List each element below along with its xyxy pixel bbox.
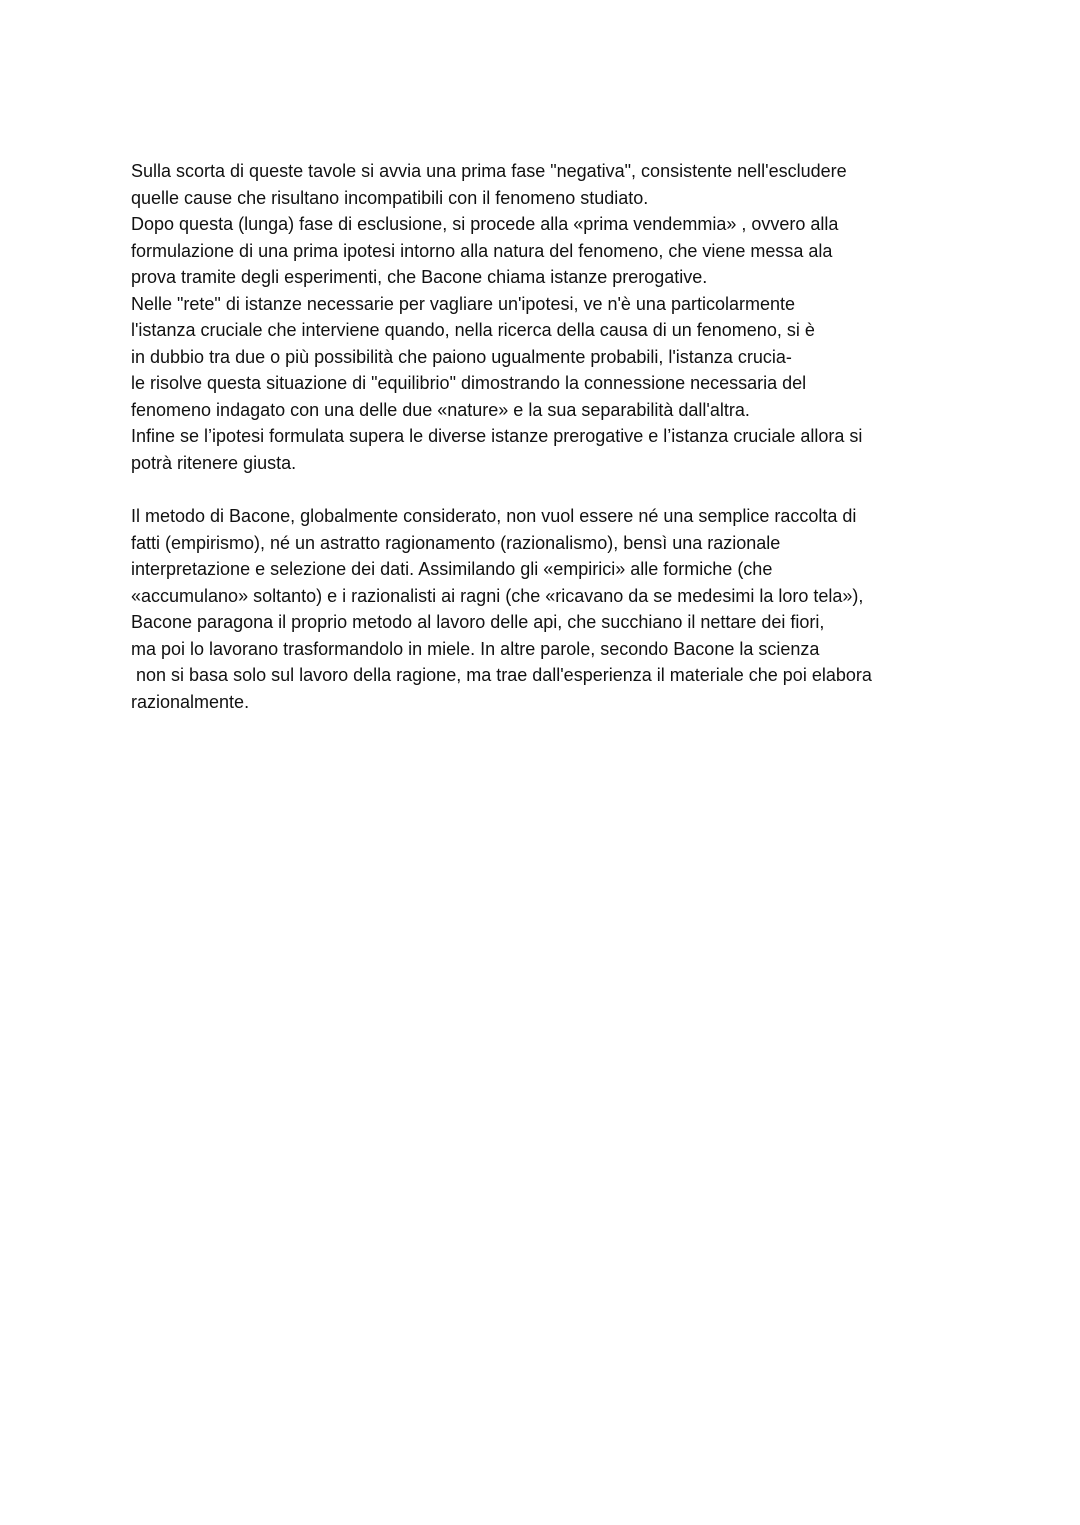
text-line: non si basa solo sul lavoro della ragione, ma trae dall'esperienza il materiale che poi elabora <box>131 665 872 685</box>
text-line: ma poi lo lavorano trasformandolo in miele. In altre parole, secondo Bacone la scienza <box>131 638 820 659</box>
text-line: Bacone paragona il proprio metodo al lavoro delle api, che succhiano il nettare dei fiori, <box>131 612 825 632</box>
text-line: Infine se l’ipotesi formulata supera le diverse istanze prerogative e l’istanza cruciale allora si <box>131 426 863 446</box>
text-line: l'istanza cruciale che interviene quando, nella ricerca della causa di un fenomeno, si è <box>131 320 815 340</box>
text-line: Il metodo di Bacone, globalmente considerato, non vuol essere né una semplice raccolta di <box>131 506 857 526</box>
text-line: fatti (empirismo), né un astratto ragionamento (razionalismo), bensì una razionale <box>131 532 781 553</box>
paragraph-bacon-method-phases <box>131 158 1011 476</box>
text-line: fenomeno indagato con una delle due «nature» e la sua separabilità dall'altra. <box>131 399 750 420</box>
text-line: formulazione di una prima ipotesi intorno alla natura del fenomeno, che viene messa ala <box>131 240 833 261</box>
text-line: le risolve questa situazione di "equilibrio" dimostrando la connessione necessaria del <box>131 373 807 393</box>
text-line: interpretazione e selezione dei dati. Assimilando gli «empirici» alle formiche (che <box>131 559 773 579</box>
text-line: Nelle "rete" di istanze necessarie per vagliare un'ipotesi, ve n'è una particolarmente <box>131 293 796 314</box>
text-line: in dubbio tra due o più possibilità che paiono ugualmente probabili, l'istanza crucia- <box>131 346 792 367</box>
text-line: «accumulano» soltanto) e i razionalisti ai ragni (che «ricavano da se medesimi la loro tela»), <box>131 585 864 606</box>
text-line: quelle cause che risultano incompatibili con il fenomeno studiato. <box>131 187 649 208</box>
text-line: potrà ritenere giusta. <box>131 452 297 473</box>
text-line: Dopo questa (lunga) fase di esclusione, si procede alla «prima vendemmia» , ovvero alla <box>131 214 839 234</box>
text-line: razionalmente. <box>131 691 250 712</box>
text-line: prova tramite degli esperimenti, che Bacone chiama istanze prerogative. <box>131 267 708 287</box>
paragraph-bacon-method-summary <box>131 503 1011 715</box>
text-line: Sulla scorta di queste tavole si avvia una prima fase "negativa", consistente nell'escludere <box>131 161 847 181</box>
